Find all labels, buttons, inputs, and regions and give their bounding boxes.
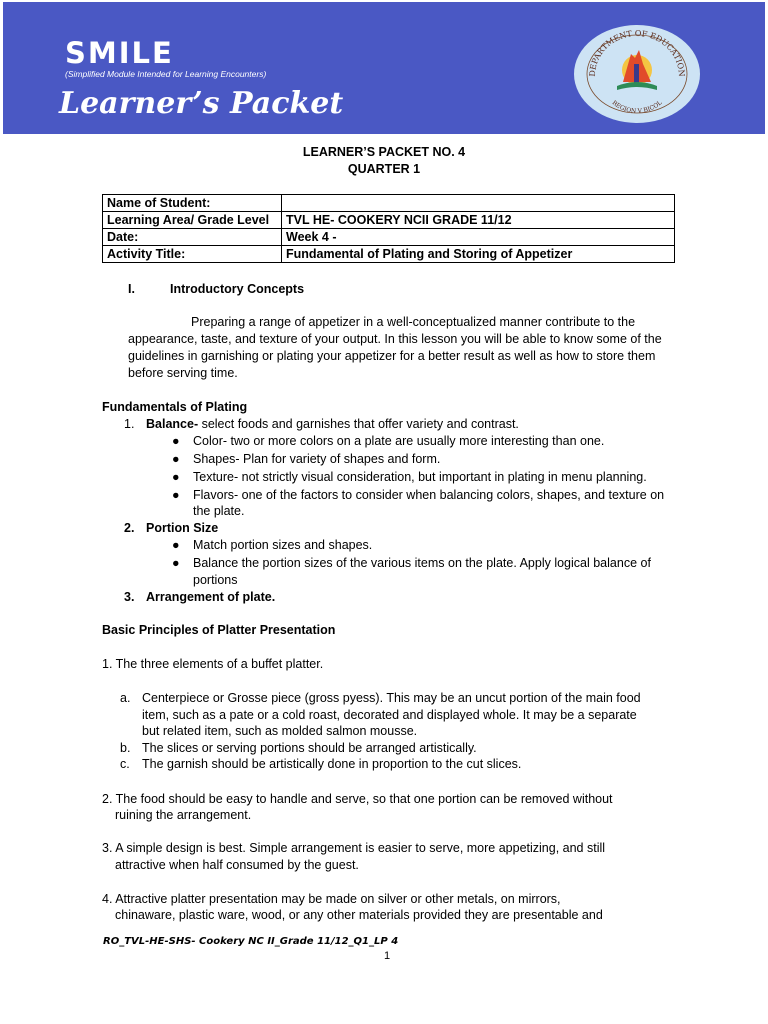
intro-line: guidelines in garnishing or plating your appetizer for a better result as well as how to store them [128,349,656,363]
learning-area-value: TVL HE- COOKERY NCII GRADE 11/12 [282,212,675,229]
header-banner [3,2,765,134]
sub-item-text: Centerpiece or Grosse piece (gross pyess). This may be an uncut portion of the main food [142,691,641,705]
bullet-icon: ● [172,556,180,570]
arrangement-heading: Arrangement of plate. [146,590,276,604]
sub-item-text: but related item, such as molded salmon mousse. [142,724,418,738]
intro-line: Preparing a range of appetizer in a well-conceptualized manner contribute to the [191,315,636,329]
table-row [103,229,675,246]
bullet-text: Color- two or more colors on a plate are usually more interesting than one. [193,434,605,448]
name-label: Name of Student: [103,195,282,212]
sub-item-text: item, such as a pate or a cold roast, decorated and displayed whole. It may be a separate [142,708,637,722]
principle-4-cont: chinaware, plastic ware, wood, or any other materials provided they are presentable and [115,908,603,922]
bullet-icon: ● [172,452,180,466]
sub-item-text: The garnish should be artistically done in proportion to the cut slices. [142,757,522,771]
bullet-icon: ● [172,488,180,502]
bullet-text: the plate. [193,504,245,518]
date-label: Date: [103,229,282,246]
page-number: 1 [384,950,391,962]
sub-item-text: The slices or serving portions should be arranged artistically. [142,741,477,755]
sub-letter: a. [120,691,131,705]
table-row [103,195,675,212]
activity-title-label: Activity Title: [103,246,282,263]
learning-area-label: Learning Area/ Grade Level [103,212,282,229]
table-row [103,246,675,263]
principle-1: 1. The three elements of a buffet platter. [102,657,324,671]
quarter-label: QUARTER 1 [347,162,421,176]
sub-letter: b. [120,741,131,755]
seal-bottom-text: REGION V BICOL [610,99,664,115]
portion-size-heading: Portion Size [146,521,219,535]
intro-line: before serving time. [128,366,238,380]
bullet-icon: ● [172,470,180,484]
bullet-icon: ● [172,434,180,448]
platter-heading: Basic Principles of Platter Presentation [102,623,336,637]
bullet-text: Shapes- Plan for variety of shapes and form. [193,452,441,466]
list-number: 3. [124,590,135,604]
sub-letter: c. [120,757,130,771]
balance-term: Balance- [146,417,199,431]
principle-3-cont: attractive when half consumed by the guest. [115,858,359,872]
balance-desc: select foods and garnishes that offer variety and contrast. [198,417,519,431]
brand-subtitle: (Simplified Module Intended for Learning Encounters) [65,69,267,79]
footer-code: RO_TVL-HE-SHS- Cookery NC II_Grade 11/12_Q1_LP 4 [103,936,399,947]
seal-top-text: DEPARTMENT OF EDUCATION [587,28,687,77]
bullet-text: portions [193,573,238,587]
intro-line: appearance, taste, and texture of your output. In this lesson you will be able to know some of the [128,332,662,346]
principle-3: 3. A simple design is best. Simple arrangement is easier to serve, more appetizing, and still [102,841,606,855]
principle-2: 2. The food should be easy to handle and serve, so that one portion can be removed without [102,792,613,806]
section-title: Introductory Concepts [170,282,305,296]
bullet-text: Texture- not strictly visual consideration, but important in plating in menu planning. [193,470,647,484]
principle-4: 4. Attractive platter presentation may be made on silver or other metals, on mirrors, [102,892,561,906]
table-row [103,212,675,229]
section-number: I. [128,282,135,296]
list-item [146,417,519,431]
bullet-text: Match portion sizes and shapes. [193,538,373,552]
fundamentals-heading: Fundamentals of Plating [102,400,248,414]
list-number: 2. [124,521,135,535]
principle-2-cont: ruining the arrangement. [115,808,252,822]
activity-title-value: Fundamental of Plating and Storing of Appetizer [282,246,675,263]
date-value: Week 4 - [282,229,675,246]
bullet-text: Flavors- one of the factors to consider when balancing colors, shapes, and texture on [193,488,665,502]
bullet-text: Balance the portion sizes of the various items on the plate. Apply logical balance of [193,556,651,570]
list-number: 1. [124,417,135,431]
brand-title: SMILE [65,36,174,70]
student-info-table [102,194,675,263]
deped-seal-icon [573,24,701,124]
bullet-icon: ● [172,538,180,552]
packet-title: Learner’s Packet [59,86,344,121]
name-value[interactable] [282,195,675,212]
packet-number: LEARNER’S PACKET NO. 4 [302,145,466,159]
